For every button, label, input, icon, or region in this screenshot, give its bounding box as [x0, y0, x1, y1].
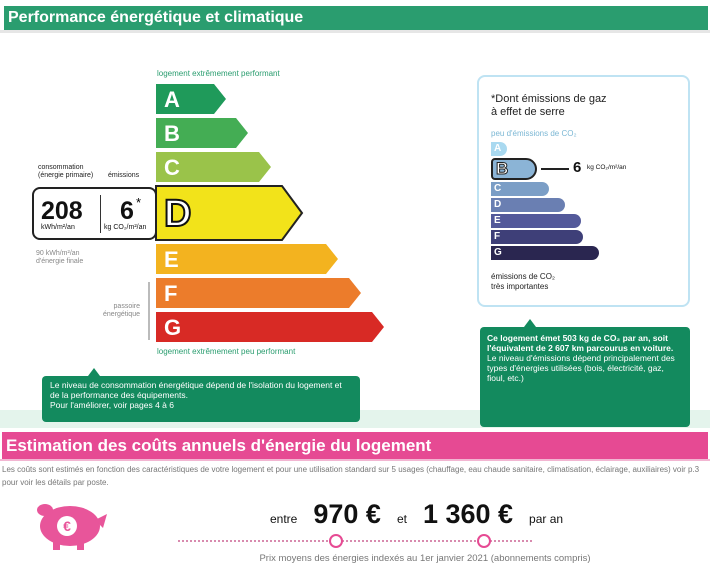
dpe-top-label: logement extrêmement performant — [157, 69, 280, 78]
consumption-label: consommation (énergie primaire) — [38, 164, 94, 179]
dpe-bottom-label: logement extrêmement peu performant — [157, 347, 296, 356]
dpe-bar-e — [156, 244, 338, 274]
cost-and: et — [396, 512, 407, 526]
dpe-letter-a: A — [164, 87, 180, 112]
ghg-bottom-label: émissions de CO₂ très importantes — [491, 272, 556, 291]
range-marker-low — [329, 534, 343, 548]
dpe-bar-g — [156, 312, 384, 342]
ghg-value-unit: kg CO₂/m²/an — [587, 164, 627, 171]
ghg-bar-c — [491, 182, 549, 196]
emissions-label: émissions — [108, 172, 140, 179]
callout-emissions-text: Le niveau d'émissions dépend principalement des types d'énergies utilisées (bois, électricité, gaz, fioul, etc.) — [487, 353, 675, 383]
ghg-letter-g: G — [494, 247, 502, 258]
dpe-value-box — [32, 187, 157, 240]
emissions-unit: kg CO₂/m²/an — [104, 224, 147, 231]
passoire-label: passoire énergétique — [103, 303, 140, 318]
callout-energy: Le niveau de consommation énergétique dépend de l'isolation du logement et de la performance des équipements. Pour l'améliorer, voir pages 4 à 6 — [42, 376, 360, 422]
divider — [0, 30, 710, 33]
prices-note: Prix moyens des énergies indexés au 1er janvier 2021 (abonnements compris) — [259, 553, 591, 564]
emissions-value: 6 — [120, 197, 134, 225]
cost-between: entre — [270, 512, 298, 526]
emissions-asterisk: * — [136, 195, 142, 210]
cost-high: 1 360 € — [422, 499, 514, 529]
costs-description: Les coûts sont estimés en fonction des caractéristiques de votre logement et pour une utilisation standard sur 5 usages (chauffage, eau chaude sanitaire, climatisation, éclairage, auxiliaires) voir p.3 pour voir les détails par poste. — [2, 465, 700, 487]
cost-per-year: par an — [529, 512, 564, 526]
callout-pointer — [524, 319, 536, 327]
callout-emissions-bold: Ce logement émet 503 kg de CO₂ par an, soit l'équivalent de 2 607 km parcourus en voiture. — [487, 333, 674, 353]
ghg-letter-d: D — [494, 199, 502, 210]
passoire-bracket — [148, 282, 150, 340]
callout-pointer — [88, 368, 100, 376]
ghg-bar-g — [491, 246, 599, 260]
dpe-letter-c: C — [164, 155, 180, 180]
ghg-bar-b — [491, 158, 537, 180]
consumption-unit: kWh/m²/an — [41, 224, 75, 231]
range-marker-high — [477, 534, 491, 548]
ghg-title: *Dont émissions de gaz à effet de serre — [491, 93, 607, 118]
ghg-letter-b: B — [496, 159, 509, 178]
ghg-letter-f: F — [494, 231, 501, 242]
section-title-costs: Estimation des coûts annuels d'énergie du logement — [2, 432, 708, 459]
ghg-scale — [491, 142, 686, 277]
ghg-letter-e: E — [494, 215, 501, 226]
cost-estimate — [270, 499, 563, 533]
ghg-panel — [477, 75, 690, 307]
ghg-bar-e — [491, 214, 581, 228]
value-divider — [100, 195, 101, 233]
final-energy-label: 90 kWh/m²/an d'énergie finale — [36, 250, 84, 265]
ghg-letter-a: A — [494, 143, 502, 154]
dpe-letter-g: G — [164, 315, 182, 340]
ghg-bar-d — [491, 198, 565, 212]
ghg-bar-f — [491, 230, 583, 244]
ghg-top-label: peu d'émissions de CO₂ — [491, 129, 577, 138]
piggy-bank-euro-icon — [25, 500, 110, 550]
dpe-letter-d: D — [164, 193, 192, 235]
cost-low: 970 € — [313, 499, 381, 529]
ghg-value-connector — [541, 168, 569, 170]
ghg-letter-c: C — [494, 183, 502, 194]
dpe-scale — [152, 80, 392, 345]
ghg-value: 6 — [573, 159, 582, 176]
ghg-bar-a — [491, 142, 507, 156]
divider — [0, 459, 710, 461]
dpe-letter-f: F — [164, 281, 178, 306]
dpe-letter-e: E — [164, 247, 179, 272]
svg-text:€: € — [63, 518, 71, 534]
callout-emissions — [480, 327, 690, 427]
dpe-letter-b: B — [164, 121, 180, 146]
consumption-value: 208 — [41, 197, 83, 225]
dpe-bar-f — [156, 278, 361, 308]
section-title-performance: Performance énergétique et climatique — [4, 6, 708, 30]
